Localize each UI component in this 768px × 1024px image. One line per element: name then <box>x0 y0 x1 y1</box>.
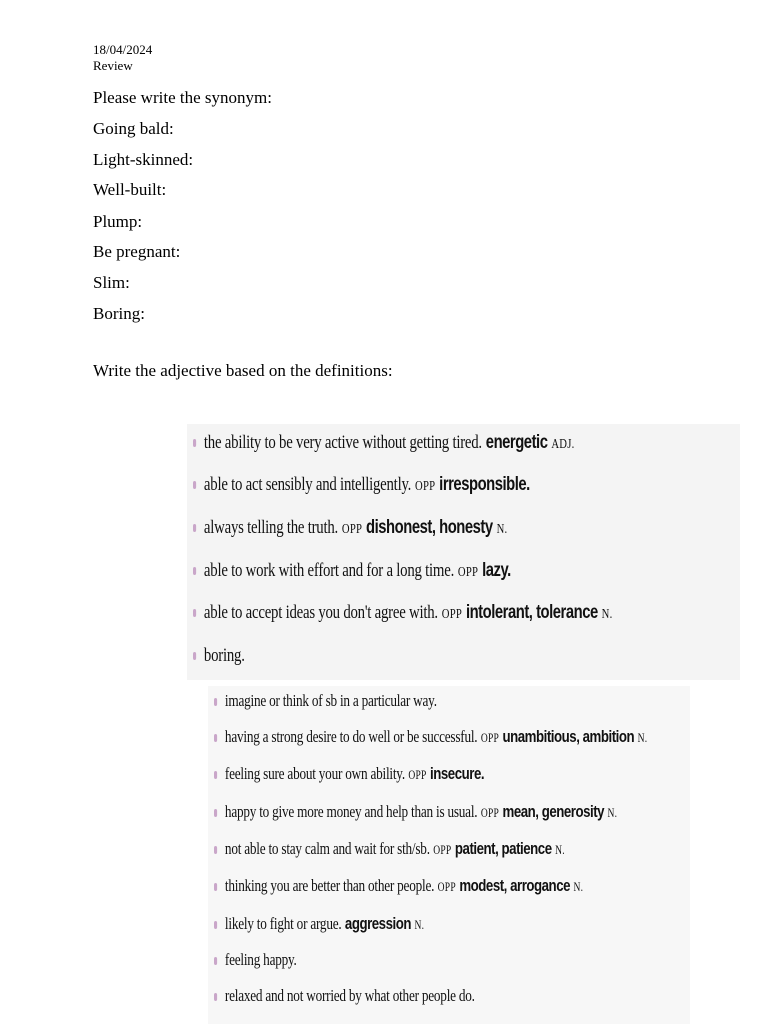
bullet-icon <box>193 481 196 489</box>
bullet-icon <box>214 883 217 891</box>
definition-item: thinking you are better than other people. OPP modest, arrogance N. <box>214 876 583 896</box>
bullet-icon <box>193 652 196 660</box>
bullet-icon <box>193 524 196 532</box>
definition-item: always telling the truth. OPP dishonest, honesty N. <box>193 517 507 539</box>
definitions-excerpt-one <box>187 424 740 680</box>
definition-item: imagine or think of sb in a particular way. <box>214 691 437 711</box>
synonym-item-plump: Plump: <box>93 212 143 231</box>
synonym-item-light-skinned: Light-skinned: <box>93 150 194 169</box>
definition-item: boring. <box>193 645 245 667</box>
synonym-instruction: Please write the synonym: <box>93 88 272 107</box>
bullet-icon <box>193 439 196 447</box>
bullet-icon <box>214 993 217 1001</box>
synonym-item-be-pregnant: Be pregnant: <box>93 242 181 261</box>
bullet-icon <box>193 567 196 575</box>
definition-item: happy to give more money and help than is usual. OPP mean, generosity N. <box>214 802 617 822</box>
bullet-icon <box>214 698 217 706</box>
bullet-icon <box>214 734 217 742</box>
bullet-icon <box>214 921 217 929</box>
synonym-item-slim: Slim: <box>93 273 130 292</box>
definition-item: feeling happy. <box>214 950 297 970</box>
definition-item: able to act sensibly and intelligently. OPP irresponsible. <box>193 474 530 496</box>
bullet-icon <box>214 809 217 817</box>
definition-item: the ability to be very active without getting tired. energetic ADJ. <box>193 432 575 454</box>
definition-item: likely to fight or argue. aggression N. <box>214 914 424 934</box>
definition-item: able to accept ideas you don't agree with. OPP intolerant, tolerance N. <box>193 602 613 624</box>
adjective-instruction: Write the adjective based on the definitions: <box>93 361 393 380</box>
synonym-item-going-bald: Going bald: <box>93 119 174 138</box>
definition-item: relaxed and not worried by what other people do. <box>214 986 475 1006</box>
synonym-item-boring: Boring: <box>93 304 145 323</box>
synonym-item-well-built: Well-built: <box>93 180 167 199</box>
definition-item: able to work with effort and for a long time. OPP lazy. <box>193 560 511 582</box>
document-title: Review <box>93 58 133 73</box>
bullet-icon <box>214 846 217 854</box>
definitions-excerpt-two <box>208 686 690 1024</box>
bullet-icon <box>214 771 217 779</box>
document-date: 18/04/2024 <box>93 42 153 57</box>
definition-item: not able to stay calm and wait for sth/sb. OPP patient, patience N. <box>214 839 565 859</box>
bullet-icon <box>214 957 217 965</box>
bullet-icon <box>193 609 196 617</box>
definition-item: feeling sure about your own ability. OPP insecure. <box>214 764 484 784</box>
definition-item: having a strong desire to do well or be successful. OPP unambitious, ambition N. <box>214 727 647 747</box>
